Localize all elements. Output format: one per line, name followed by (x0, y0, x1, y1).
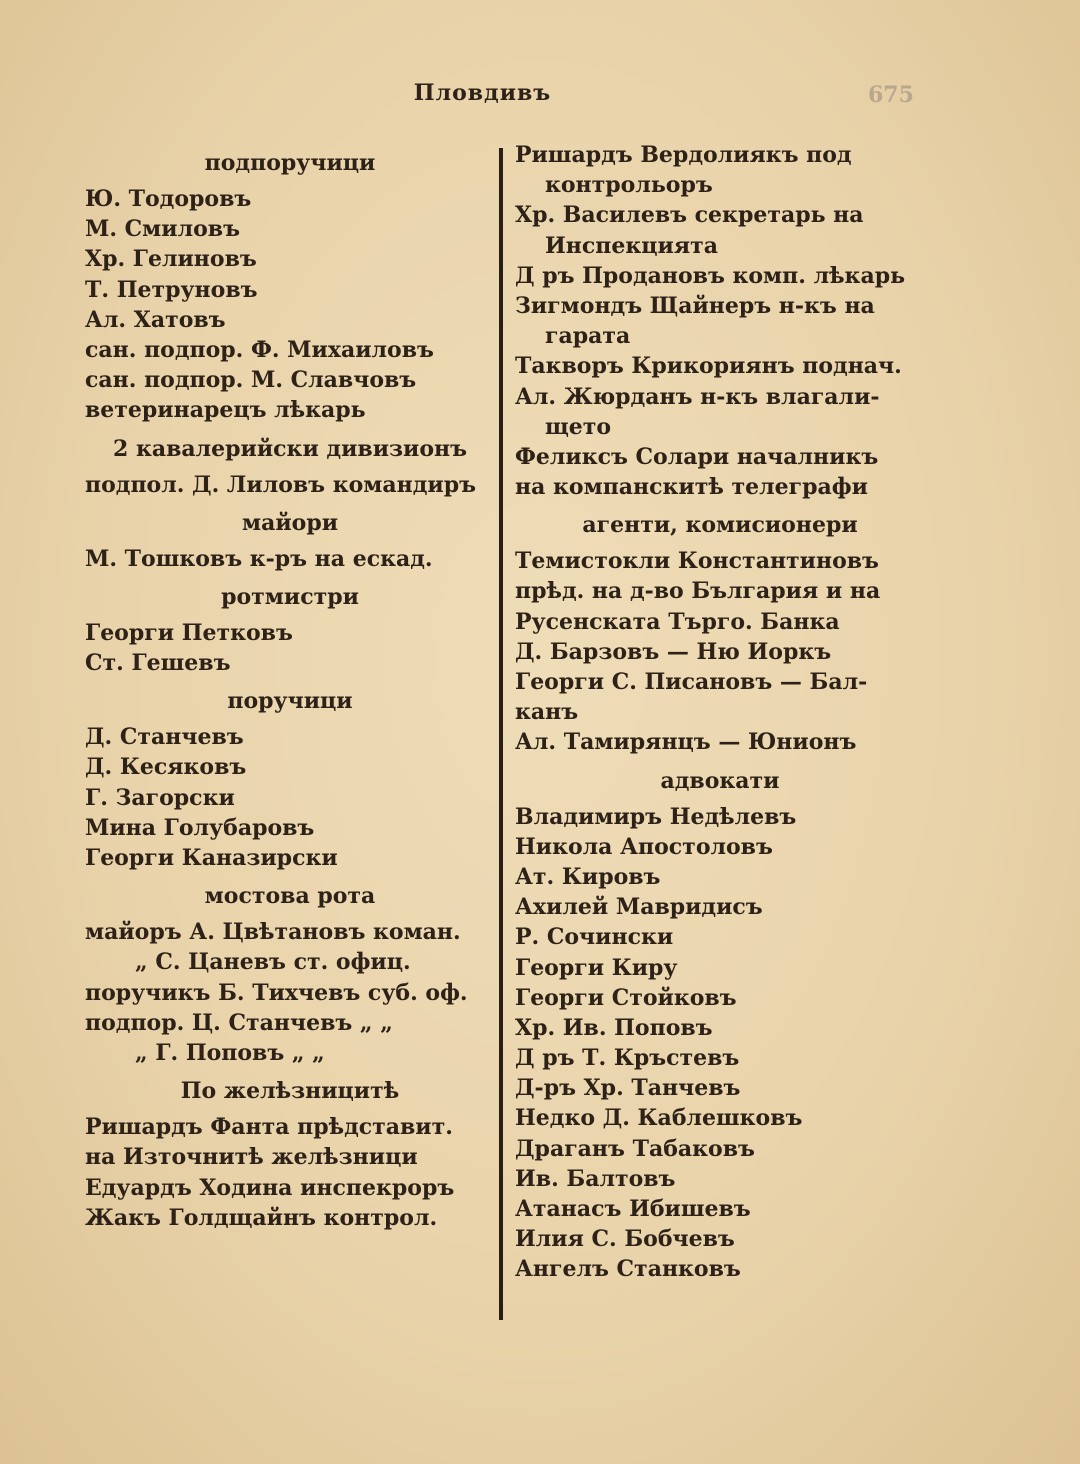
list-item: Недко Д. Каблешковъ (515, 1105, 803, 1132)
list-item: Ал. Жюрданъ н-къ влагали- (515, 383, 880, 410)
list-item: сан. подпор. М. Славчовъ (85, 367, 417, 394)
list-item: Д ръ Продановъ комп. лѣкарь (515, 262, 906, 289)
list-item: Ахилей Мавридисъ (515, 894, 763, 921)
list-item: ветеринарецъ лѣкарь (85, 397, 366, 424)
list-item: Никола Апостоловъ (515, 833, 773, 860)
section-heading: агенти, комисионери (582, 512, 858, 539)
section-heading: подпоручици (204, 150, 376, 176)
section-heading: 2 кавалерийски дивизионъ (112, 435, 468, 462)
list-item: Ат. Кировъ (515, 863, 661, 890)
list-item: Ангелъ Станковъ (515, 1256, 741, 1283)
right-column (515, 140, 925, 1285)
list-item: Георги Каназирски (85, 845, 338, 871)
list-item: на компанскитѣ телеграфи (515, 474, 868, 501)
list-item: Илия С. Бобчевъ (515, 1226, 735, 1253)
list-item: Едуардъ Ходина инспекроръ (85, 1174, 455, 1201)
list-item: Ришардъ Фанта прѣдставит. (85, 1114, 453, 1141)
list-item: Георги Киру (515, 954, 678, 981)
list-item: Д ръ Т. Кръстевъ (515, 1045, 740, 1072)
list-item: Инспекцията (545, 232, 718, 259)
list-item: Атанасъ Ибишевъ (515, 1196, 751, 1222)
list-item: прѣд. на д-во България и на (515, 578, 881, 605)
list-item: канъ (515, 699, 579, 726)
list-item: Драганъ Табаковъ (515, 1135, 755, 1162)
list-item: майоръ А. Цвѣтановъ коман. (85, 919, 461, 946)
column-rule (499, 148, 503, 1320)
list-item: Зигмондъ Щайнеръ н-къ на (515, 292, 875, 319)
list-item: поручикъ Б. Тихчевъ суб. оф. (85, 979, 468, 1006)
list-item: Д-ръ Хр. Танчевъ (515, 1075, 741, 1102)
list-item: Д. Станчевъ (85, 724, 244, 751)
running-head: Пловдивъ (413, 80, 552, 106)
list-item: Темистокли Константиновъ (515, 548, 879, 575)
list-item: Георги Стойковъ (515, 984, 737, 1011)
section-heading: ротмистри (221, 583, 359, 610)
list-item: Ал. Хатовъ (85, 306, 226, 333)
section-heading: майори (241, 509, 339, 536)
list-item: Р. Сочински (515, 924, 674, 951)
section-heading: мостова рота (204, 883, 376, 910)
list-item: „ С. Цаневъ ст. офиц. (135, 949, 411, 976)
list-item: Ал. Тамирянцъ — Юнионъ (515, 729, 857, 756)
list-item: Ю. Тодоровъ (85, 186, 252, 212)
list-item: Феликсъ Солари началникъ (515, 443, 879, 470)
list-item: Владимиръ Недѣлевъ (515, 803, 797, 830)
section-heading: поручици (227, 688, 353, 715)
list-item: Г. Загорски (85, 784, 235, 811)
list-item: Такворъ Крикориянъ поднач. (515, 353, 902, 380)
list-item: Д. Барзовъ — Ню Иоркъ (515, 638, 832, 665)
list-item: Хр. Василевъ секретарь на (515, 202, 864, 229)
list-item: Русенската Търго. Банка (515, 608, 840, 635)
list-item: Георги С. Писановъ — Бал- (515, 669, 868, 695)
list-item: М. Тошковъ к-ръ на ескад. (85, 545, 433, 572)
left-column (85, 140, 495, 1233)
list-item: Хр. Ив. Поповъ (515, 1014, 713, 1041)
list-item: подпор. Ц. Станчевъ „ „ (85, 1009, 393, 1036)
page-number: 675 (868, 82, 914, 108)
list-item: сан. подпор. Ф. Михаиловъ (85, 336, 434, 363)
list-item: Т. Петруновъ (85, 276, 258, 303)
list-item: Мина Голубаровъ (85, 814, 315, 841)
list-item: Жакъ Голдщайнъ контрол. (85, 1204, 438, 1231)
list-item: Хр. Гелиновъ (85, 246, 257, 273)
list-item: на Източнитѣ желѣзници (85, 1144, 418, 1171)
list-item: Д. Кесяковъ (85, 754, 247, 781)
list-item: „ Г. Поповъ „ „ (135, 1039, 325, 1066)
list-item: Ришардъ Вердолиякъ под (515, 142, 852, 168)
list-item: Георги Петковъ (85, 619, 293, 646)
section-heading: адвокати (660, 767, 780, 794)
list-item: гарата (545, 323, 631, 350)
list-item: щето (545, 413, 612, 440)
list-item: подпол. Д. Лиловъ командиръ (85, 471, 476, 498)
section-heading: По желѣзницитѣ (180, 1078, 400, 1105)
list-item: контрольоръ (545, 172, 713, 199)
list-item: М. Смиловъ (85, 216, 240, 243)
list-item: Ст. Гешевъ (85, 650, 231, 677)
list-item: Ив. Балтовъ (515, 1165, 676, 1192)
